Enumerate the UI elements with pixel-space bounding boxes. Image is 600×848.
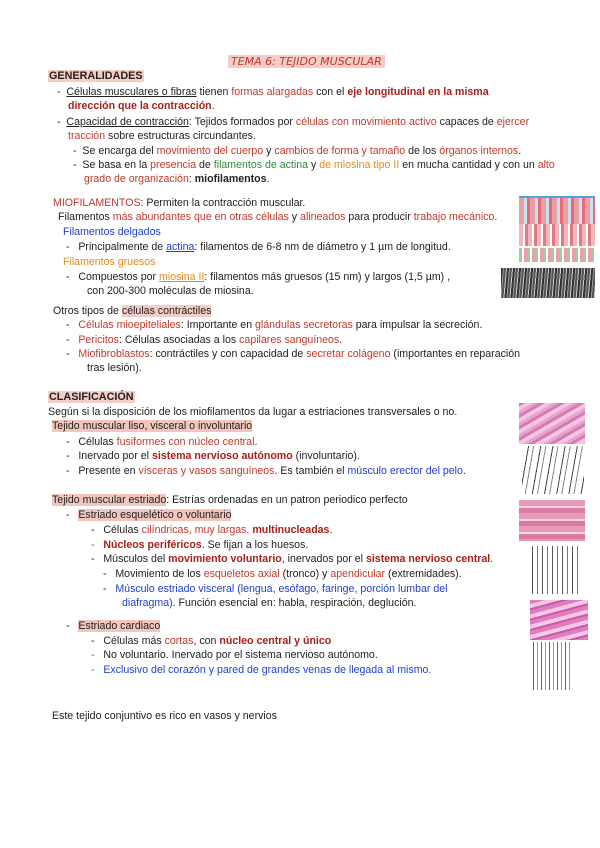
bullet-mioepiteliales: - Células mioepiteliales: Importante en glándulas secretoras para impulsar la secreción.: [66, 319, 483, 331]
bullet-miosina: - Compuestos por miosina II: filamentos más gruesos (15 nm) y largos (1,5 µm) ,: [66, 271, 451, 283]
bullet-celulas-musculares-cont: dirección que la contracción.: [68, 100, 215, 112]
footer-note: Este tejido conjuntivo es rico en vasos y nervios: [52, 710, 277, 722]
subbullet-filamentos: - Se basa en la presencia de filamentos de actina y de miosina tipo II en mucha cantidad y con un alto: [73, 159, 555, 171]
micrograph-image: [501, 268, 595, 298]
bullet-card-3: - Exclusivo del corazón y pared de grandes venas de llegada al mismo.: [91, 664, 432, 676]
miofilamentos-heading: MIOFILAMENTOS: Permiten la contracción muscular.: [53, 197, 306, 209]
section-heading-generalidades: GENERALIDADES: [49, 70, 143, 82]
micrograph-image: [519, 224, 595, 246]
bullet-capacidad-contraccion: - Capacidad de contracción: Tejidos formados por células con movimiento activo capaces de ejercer: [57, 116, 530, 128]
bullet-liso-1: - Células fusiformes con núcleo central.: [66, 436, 258, 448]
bullet-liso-3: - Presente en vísceras y vasos sanguíneos. Es también el músculo erector del pelo.: [66, 465, 466, 477]
bullet-pericitos: - Pericitos: Células asociadas a los capilares sanguíneos.: [66, 334, 343, 346]
filamentos-gruesos-heading: Filamentos gruesos: [63, 256, 156, 268]
bullet-esq-1: - Células cilíndricas, muy largas, multinucleadas.: [91, 524, 333, 536]
otros-tipos-heading: Otros tipos de células contráctiles: [53, 305, 212, 317]
bullet-esq-2: - Núcleos periféricos. Se fijan a los huesos.: [91, 539, 309, 551]
page-title: TEMA 6: TEJIDO MUSCULAR: [228, 55, 385, 69]
bullet-card-1: - Células más cortas, con núcleo central y único: [91, 635, 332, 647]
bullet-esq-5: - Músculo estriado visceral (lengua, esófago, faringe, porción lumbar del: [103, 583, 448, 595]
bullet-miofibroblastos-cont: tras lesión).: [87, 362, 142, 374]
bullet-celulas-musculares: - Células musculares o fibras tienen formas alargadas con el eje longitudinal en la misma: [57, 86, 489, 98]
micrograph-image: [522, 446, 584, 494]
bullet-actina: - Principalmente de actina: filamentos de 6-8 nm de diámetro y 1 µm de longitud.: [66, 241, 451, 253]
micrograph-image: [519, 500, 585, 541]
bullet-esq-5-cont: diafragma). Función esencial en: habla, respiración, deglución.: [122, 597, 417, 609]
section-heading-clasificacion: CLASIFICACIÓN: [49, 391, 134, 403]
subbullet-movimiento: - Se encarga del movimiento del cuerpo y cambios de forma y tamaño de los órganos internos.: [73, 145, 522, 157]
micrograph-image: [530, 642, 572, 690]
bullet-card-2: - No voluntario. Inervado por el sistema nervioso autónomo.: [91, 649, 378, 661]
liso-heading: Tejido muscular liso, visceral o involuntario: [52, 420, 253, 432]
bullet-miofibroblastos: - Miofibroblastos: contráctiles y con capacidad de secretar colágeno (importantes en reparación: [66, 348, 521, 360]
bullet-esq-3: - Músculos del movimiento voluntario, inervados por el sistema nervioso central.: [91, 553, 494, 565]
subbullet-filamentos-cont: grado de organización: miofilamentos.: [84, 173, 270, 185]
bullet-capacidad-contraccion-cont: tracción sobre estructuras circundantes.: [68, 130, 256, 142]
bullet-miosina-cont: con 200-300 moléculas de miosina.: [87, 285, 254, 297]
dash-bullet: -: [57, 116, 67, 128]
micrograph-image: [519, 196, 595, 226]
bullet-liso-2: - Inervado por el sistema nervioso autónomo (involuntario).: [66, 450, 360, 462]
micrograph-image: [530, 600, 588, 640]
cardiaco-heading: - Estriado cardiaco: [66, 620, 161, 632]
filamentos-delgados-heading: Filamentos delgados: [63, 226, 161, 238]
micrograph-image: [519, 248, 595, 262]
micrograph-image: [519, 403, 585, 444]
dash-bullet: -: [57, 86, 67, 98]
miofilamentos-line: Filamentos más abundantes que en otras células y alineados para producir trabajo mecánico.: [58, 211, 498, 223]
micrograph-image: [528, 546, 578, 594]
bullet-esq-4: - Movimiento de los esqueletos axial (tronco) y apendicular (extremidades).: [103, 568, 462, 580]
esqueletico-heading: - Estriado esquelético o voluntario: [66, 509, 232, 521]
clasificacion-intro: Según si la disposición de los miofilamentos da lugar a estriaciones transversales o no.: [48, 406, 458, 418]
estriado-heading: Tejido muscular estriado: Estrías ordenadas en un patron periodico perfecto: [52, 494, 408, 506]
